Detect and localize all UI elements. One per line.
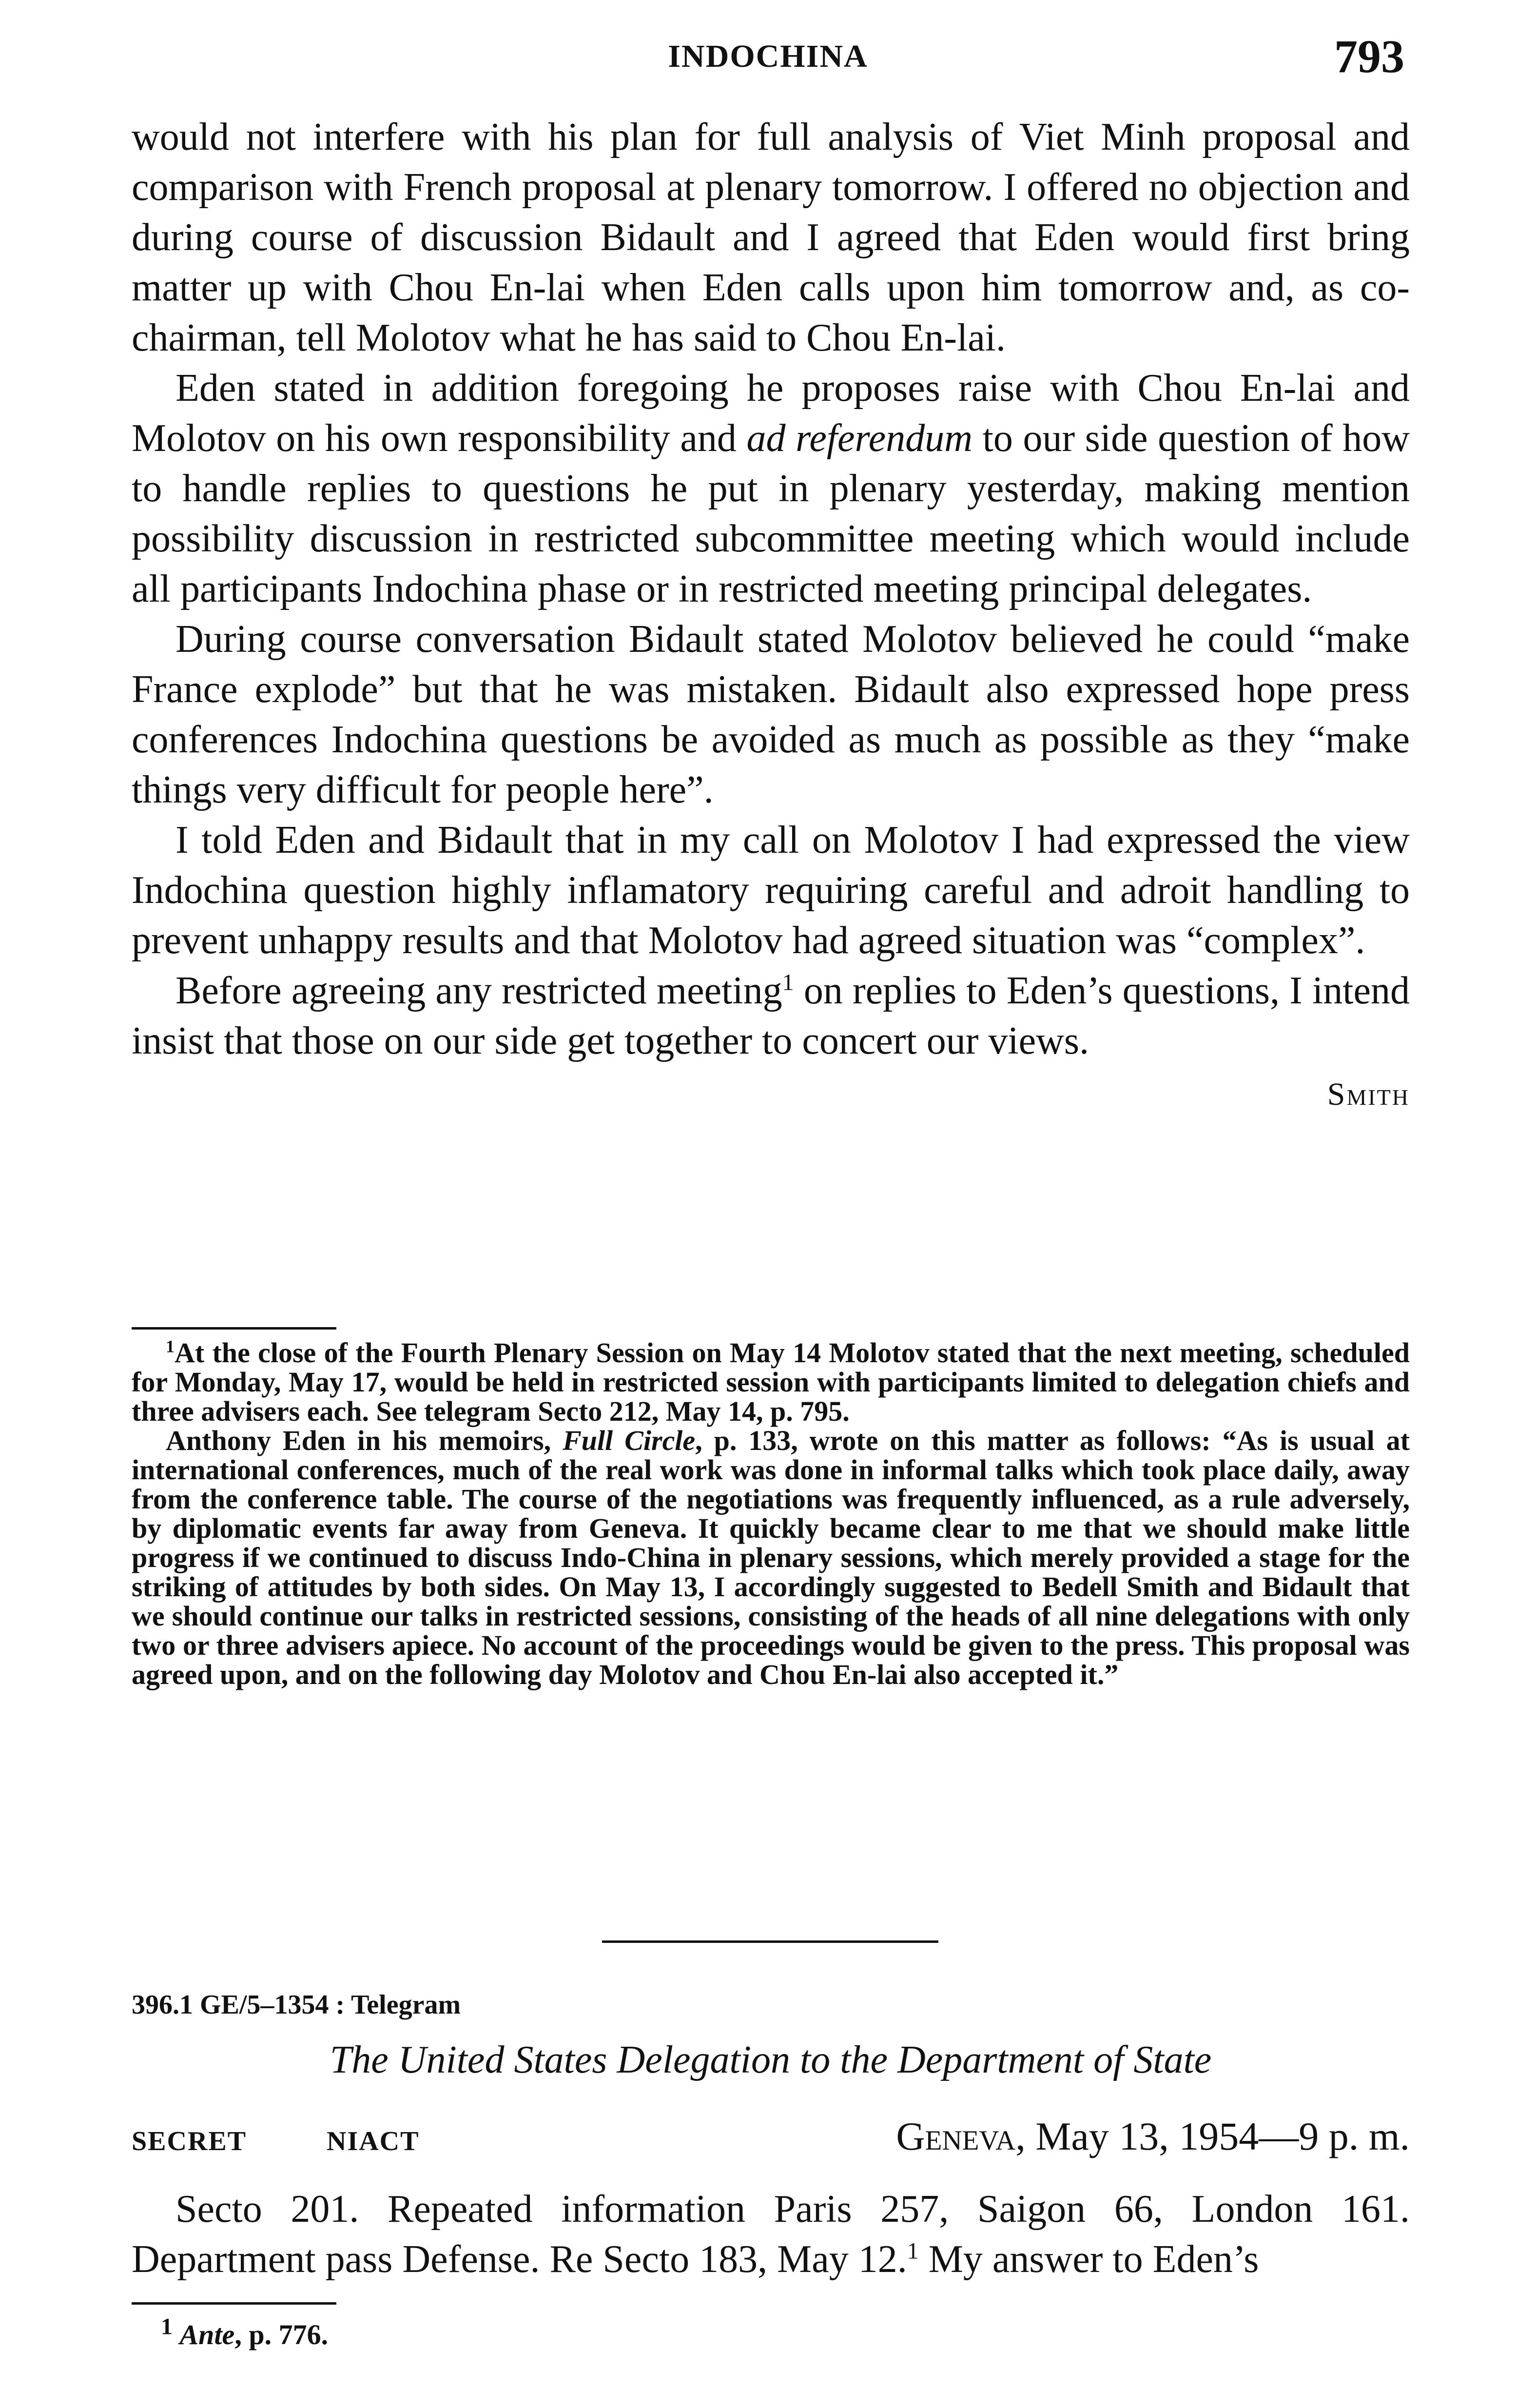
signature: Smith <box>1327 1077 1410 1112</box>
footnote-2-rule <box>132 2302 336 2305</box>
paragraph-5-text-b: on replies to Eden’s questions, I intend insist that those on our side get together to concert our views. <box>132 969 1410 1062</box>
paragraph-3: During course conversation Bidault stated Molotov believed he could “make France explode” but that he was mistaken. Bidault also expressed hope press conferences Indochina questions be avoided as much as possible as they “make things very difficult for people here”. <box>132 618 1410 811</box>
page-number: 793 <box>1334 30 1404 82</box>
dateline-place: Geneva <box>896 2114 1016 2158</box>
footnote-1-text: At the close of the Fourth Plenary Session on May 14 Molotov stated that the next meeting, scheduled for Monday, May 17, would be held in restricted session with participants limited to delegation chiefs and three advisers each. See telegram Secto 212, May 14, p. 795. <box>132 1337 1410 1427</box>
footnote-1b-italic: Full Circle <box>563 1425 696 1456</box>
dateline <box>896 2114 1410 2159</box>
footnote-1-continued <box>132 1426 1410 1689</box>
paragraph-1: would not interfere with his plan for full analysis of Viet Minh proposal and comparison with French proposal at plenary tomorrow. I offered no objection and during course of discussion Bidault and I agreed that Eden would first bring matter up with Chou En-lai when Eden calls upon him tomorrow and, as co-chairman, tell Molotov what he has said to Chou En-lai. <box>132 116 1410 359</box>
dateline-date: , May 13, 1954—9 p. m. <box>1015 2114 1410 2158</box>
telegram-text-a: Secto 201. Repeated information Paris 257, Saigon 66, London 161. Department pass Defense. Re Secto 183, May 12. <box>132 2188 1410 2281</box>
paragraph-2 <box>132 363 1410 614</box>
page-header <box>132 29 1404 88</box>
telegram-body <box>132 2184 1410 2285</box>
footnote-2-mark: 1 <box>161 2313 173 2340</box>
footnote-rule <box>132 1327 336 1330</box>
handling-label: NIACT <box>327 2126 420 2156</box>
footnote-1b-text-b: , p. 133, wrote on this matter as follows: “As is usual at international conferences, much of the real work was done in informal talks which took place daily, away from the conference table. The course of the negotiations was frequently influenced, as a rule adversely, by diplomatic events far away from Geneva. It quickly became clear to me that we should make little progress if we continued to discuss Indo-China in plenary sessions, which merely provided a stage for the striking of attitudes by both sides. On May 13, I accordingly suggested to Bedell Smith and Bidault that we should continue our talks in restricted sessions, consisting of the heads of all nine delegations with only two or three advisers apiece. No account of the proceedings would be given to the press. This proposal was agreed upon, and on the following day Molotov and Chou En-lai also accepted it.” <box>132 1425 1410 1690</box>
paragraph-5-text-a: Before agreeing any restricted meeting <box>175 969 782 1012</box>
paragraph-2-text-a: Eden stated in addition foregoing he proposes raise with Chou En-lai and Molotov on his own responsibility and <box>132 367 1410 460</box>
section-separator <box>602 1940 938 1943</box>
classification-label: SECRET <box>132 2126 247 2156</box>
telegram-paragraph <box>132 2184 1410 2285</box>
footnote-2-italic: Ante <box>179 2319 235 2350</box>
paragraph-2-text-b: to our side question of how to handle replies to questions he put in plenary yesterday, making mention possibility discussion in restricted subcommittee meeting which would include all participants Indochina phase or in restricted meeting principal delegates. <box>132 417 1410 610</box>
footnote-ref-2: 1 <box>907 2238 919 2264</box>
footnote-ref-1: 1 <box>782 969 794 996</box>
telegram-text-b: My answer to Eden’s <box>918 2238 1259 2281</box>
footnotes <box>132 1338 1410 1689</box>
footnote-1b-text-a: Anthony Eden in his memoirs, <box>166 1425 563 1456</box>
paragraph-5 <box>132 966 1410 1066</box>
body-text <box>132 112 1410 1113</box>
document-title: The United States Delegation to the Department of State <box>330 2038 1212 2081</box>
document-id: 396.1 GE/5–1354 : Telegram <box>132 1990 461 2020</box>
footnote-2-text: , p. 776. <box>234 2319 329 2350</box>
footnote-1 <box>132 1338 1410 1426</box>
footnote-2 <box>161 2313 329 2351</box>
footnote-1-mark: 1 <box>166 1336 175 1356</box>
running-head: INDOCHINA <box>668 39 868 74</box>
paragraph-4: I told Eden and Bidault that in my call on Molotov I had expressed the view Indochina question highly inflamatory requiring careful and adroit handling to prevent unhappy results and that Molotov had agreed situation was “complex”. <box>132 819 1410 962</box>
paragraph-2-italic: ad referendum <box>746 417 973 460</box>
